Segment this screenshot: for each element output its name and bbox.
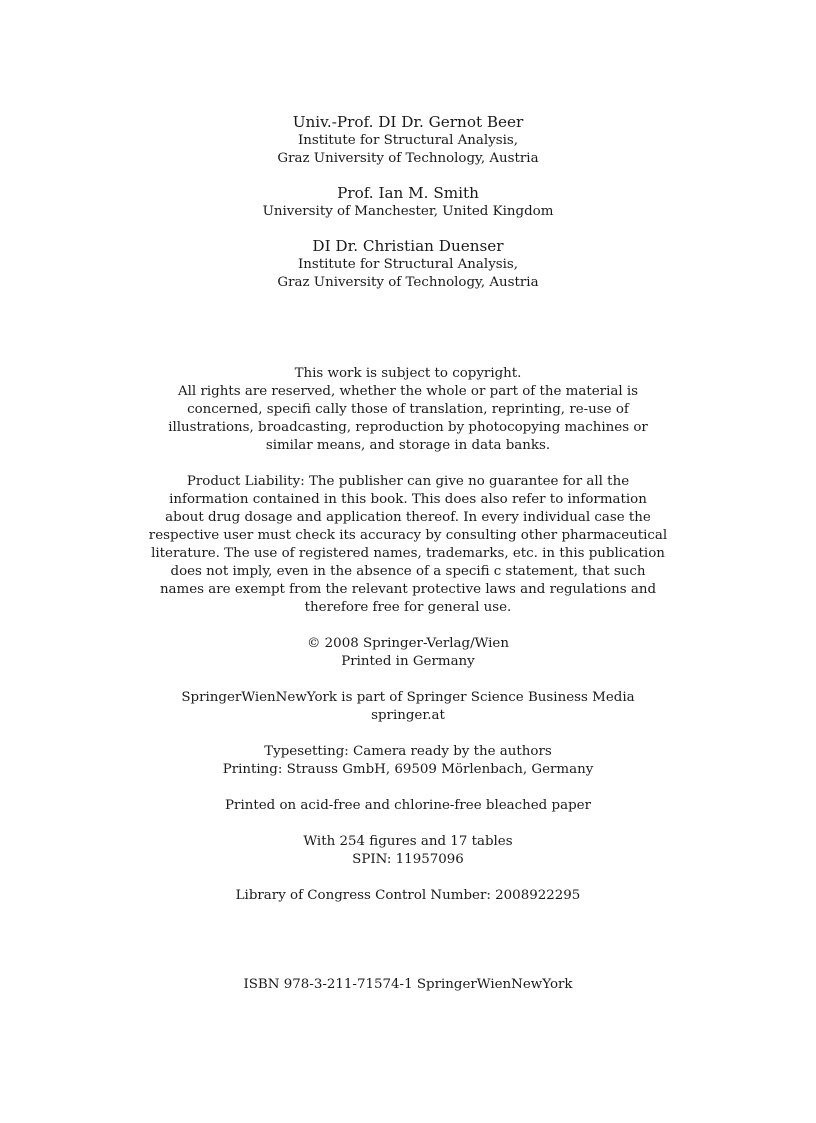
publisher-info xyxy=(0,689,816,725)
author-name: DI Dr. Christian Duenser xyxy=(312,237,504,255)
product-liability-line: literature. The use of registered names, trademarks, etc. in this publication xyxy=(151,546,665,561)
paper-note-line: Printed on acid-free and chlorine-free bleached paper xyxy=(225,798,591,813)
typesetting-line: Typesetting: Camera ready by the authors xyxy=(264,744,552,759)
product-liability-line: Product Liability: The publisher can give no guarantee for all the xyxy=(186,474,630,489)
printed-in-line: Printed in Germany xyxy=(341,654,475,669)
author-name: Univ.-Prof. DI Dr. Gernot Beer xyxy=(292,113,524,131)
copyright-notice-line: similar means, and storage in data banks. xyxy=(265,438,551,453)
author-affiliation-line: Graz University of Technology, Austria xyxy=(277,275,539,290)
lccn-line: Library of Congress Control Number: 2008922295 xyxy=(235,888,581,903)
publisher-website: springer.at xyxy=(371,708,445,723)
product-liability-line: names are exempt from the relevant protective laws and regulations and xyxy=(159,582,657,597)
author-block-duenser xyxy=(0,237,816,292)
copyright-notice-line: illustrations, broadcasting, reproduction by photocopying machines or xyxy=(168,420,648,435)
printing-line: Printing: Strauss GmbH, 69509 Mörlenbach, Germany xyxy=(222,762,594,777)
publisher-info-line: SpringerWienNewYork is part of Springer Science Business Media xyxy=(181,690,635,705)
product-liability-line: does not imply, even in the absence of a specifi c statement, that such xyxy=(170,564,646,579)
copyright-notice xyxy=(0,365,816,455)
copyright-notice-line: This work is subject to copyright. xyxy=(294,366,522,381)
isbn-line: ISBN 978-3-211-71574-1 SpringerWienNewYork xyxy=(243,977,573,992)
product-liability-line: information contained in this book. This does also refer to information xyxy=(169,492,647,507)
spin-line: SPIN: 11957096 xyxy=(352,852,464,867)
author-affiliation-line: University of Manchester, United Kingdom xyxy=(262,204,554,219)
production-info xyxy=(0,743,816,779)
publisher-copyright xyxy=(0,635,816,671)
lccn xyxy=(0,887,816,905)
copyright-notice-line: concerned, specifi cally those of translation, reprinting, re-use of xyxy=(187,402,629,417)
author-name: Prof. Ian M. Smith xyxy=(337,184,479,202)
product-liability-line: about drug dosage and application thereof. In every individual case the xyxy=(165,510,651,525)
figures-tables-line: With 254 figures and 17 tables xyxy=(303,834,513,849)
product-liability-line: therefore free for general use. xyxy=(304,600,512,615)
author-block-beer xyxy=(0,113,816,168)
author-affiliation-line: Graz University of Technology, Austria xyxy=(277,151,539,166)
author-block-smith xyxy=(0,184,816,221)
figures-spin xyxy=(0,833,816,869)
isbn xyxy=(0,976,816,994)
product-liability-line: respective user must check its accuracy by consulting other pharmaceutical xyxy=(148,528,668,543)
copyright-notice-line: All rights are reserved, whether the whole or part of the material is xyxy=(177,384,639,399)
copyright-line: © 2008 Springer-Verlag/Wien xyxy=(307,636,509,651)
product-liability xyxy=(0,473,816,617)
paper-note xyxy=(0,797,816,815)
author-affiliation-line: Institute for Structural Analysis, xyxy=(297,133,519,148)
author-affiliation-line: Institute for Structural Analysis, xyxy=(297,257,519,272)
